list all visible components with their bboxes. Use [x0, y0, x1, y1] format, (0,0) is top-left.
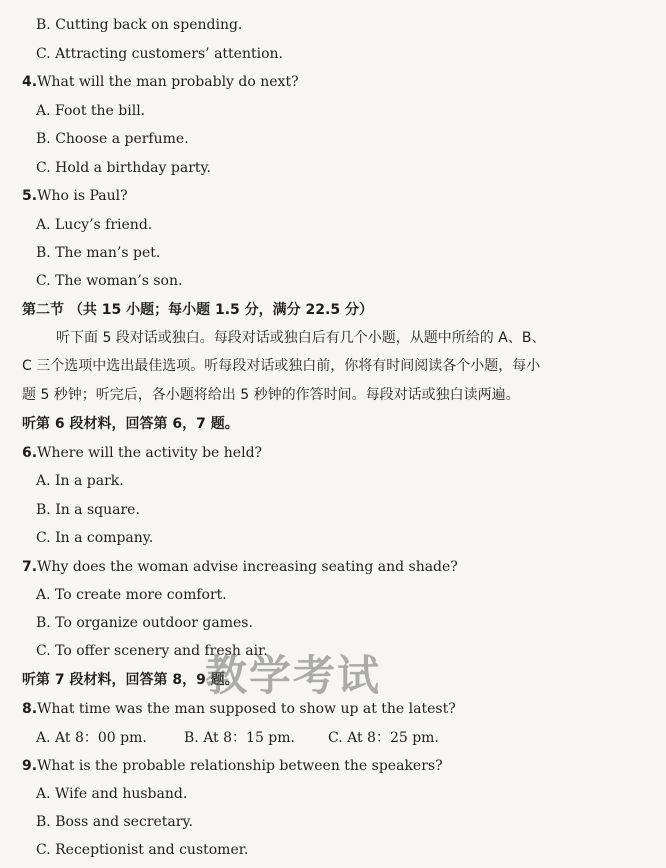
question-text: Who is Paul? — [37, 188, 128, 204]
q5-option-b: B. The man’s pet. — [36, 245, 161, 261]
q4-option-a: A. Foot the bill. — [36, 103, 146, 119]
question-text: What time was the man supposed to show up at the latest? — [37, 701, 456, 717]
q9-option-b: B. Boss and secretary. — [36, 814, 193, 830]
section-2-instructions-line-2: C 三个选项中选出最佳选项。听每段对话或独白前，你将有时间阅读各个小题，每小 — [22, 358, 541, 374]
q8-options-row — [36, 731, 456, 747]
q6-option-c: C. In a company. — [36, 530, 154, 546]
q6-option-a: A. In a park. — [36, 473, 124, 489]
question-text: What is the probable relationship between the speakers? — [37, 758, 443, 774]
question-9 — [22, 759, 443, 773]
question-text: Why does the woman advise increasing seating and shade? — [37, 559, 458, 575]
question-5 — [22, 189, 128, 203]
q7-option-a: A. To create more comfort. — [36, 587, 227, 603]
q8-option-a: A. At 8：00 pm. — [36, 730, 147, 746]
watermark: 教学考试 — [205, 651, 382, 700]
q8-option-b: B. At 8：15 pm. — [184, 730, 295, 746]
q8-option-c: C. At 8：25 pm. — [328, 730, 439, 746]
section-2-instructions-line-3: 题 5 秒钟；听完后，各小题将给出 5 秒钟的作答时间。每段对话或独白读两遍。 — [22, 387, 520, 403]
q9-option-a: A. Wife and husband. — [36, 786, 188, 802]
q7-option-b: B. To organize outdoor games. — [36, 615, 253, 631]
material-7-heading: 听第 7 段材料，回答第 8，9 题。 — [22, 672, 239, 688]
q6-option-b: B. In a square. — [36, 502, 140, 518]
question-text: What will the man probably do next? — [37, 74, 299, 90]
question-number: 8. — [22, 701, 38, 717]
q3-option-c: C. Attracting customers’ attention. — [36, 46, 283, 62]
question-text: Where will the activity be held? — [37, 445, 263, 461]
section-2-instructions-line-1: 听下面 5 段对话或独白。每段对话或独白后有几个小题，从题中所给的 A、B、 — [56, 330, 546, 346]
question-4 — [22, 75, 299, 89]
question-6 — [22, 446, 262, 460]
section-2-heading: 第二节 （共 15 小题；每小题 1.5 分，满分 22.5 分） — [22, 302, 373, 318]
question-number: 6. — [22, 445, 38, 461]
material-6-heading: 听第 6 段材料，回答第 6，7 题。 — [22, 416, 239, 432]
q7-option-c: C. To offer scenery and fresh air. — [36, 643, 268, 659]
question-7 — [22, 560, 458, 574]
question-number: 7. — [22, 559, 38, 575]
question-number: 5. — [22, 188, 38, 204]
question-number: 9. — [22, 758, 38, 774]
q5-option-a: A. Lucy’s friend. — [36, 217, 153, 233]
q3-option-b: B. Cutting back on spending. — [36, 17, 243, 33]
question-8 — [22, 702, 456, 716]
q4-option-c: C. Hold a birthday party. — [36, 160, 212, 176]
q4-option-b: B. Choose a perfume. — [36, 131, 189, 147]
question-number: 4. — [22, 74, 38, 90]
q5-option-c: C. The woman’s son. — [36, 273, 183, 289]
q9-option-c: C. Receptionist and customer. — [36, 842, 249, 858]
